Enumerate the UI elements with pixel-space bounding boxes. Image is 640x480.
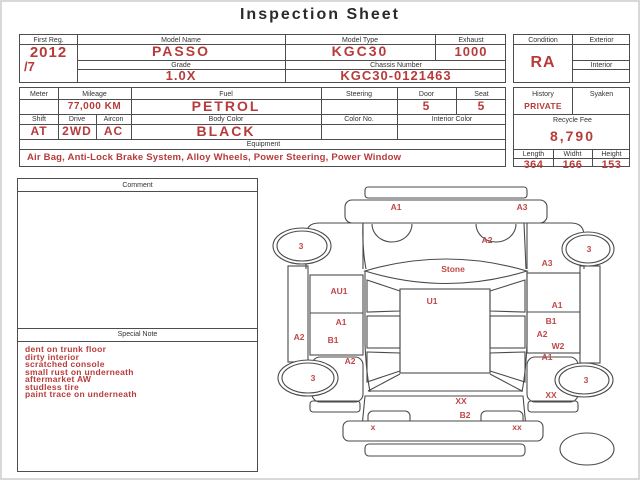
comment-box [17, 178, 258, 472]
damage-code-label: A3 [516, 202, 528, 212]
wheel-rear-left [278, 360, 338, 396]
recycle-fee-label: Recycle Fee [553, 117, 592, 124]
seat-value: 5 [477, 99, 486, 113]
damage-code-label: 3 [298, 241, 304, 251]
first-reg-year: 2012 [29, 44, 68, 61]
hood-arch-left [372, 224, 412, 242]
height-value: 153 [601, 159, 622, 171]
rear-lower-bar [365, 444, 525, 456]
damage-code-label: Stone [441, 264, 465, 274]
interior-label: Interior [590, 62, 613, 69]
rear-flare-left [310, 401, 360, 412]
grade-value: 1.0X [165, 68, 197, 83]
color-no-label: Color No. [344, 116, 374, 123]
damage-code-label: A1 [335, 317, 347, 327]
door-label: Door [418, 91, 435, 98]
damage-code-label: A1 [390, 202, 402, 212]
spec-table [19, 87, 506, 167]
exhaust-label: Exhaust [458, 37, 484, 44]
special-note-item: paint trace on underneath [25, 389, 137, 399]
damage-code-label: A2 [293, 332, 305, 342]
damage-code-label: B1 [327, 335, 339, 345]
grid-line [18, 191, 257, 192]
damage-code-label: A2 [481, 235, 493, 245]
damage-code-label: 3 [310, 373, 316, 383]
recycle-fee-value: 8,790 [549, 128, 596, 144]
damage-code-label: AU1 [330, 286, 348, 296]
damage-code-label: A1 [541, 352, 553, 362]
model-type-label: Model Type [341, 37, 379, 44]
condition-value: RA [530, 54, 556, 71]
damage-code-label: xx [512, 422, 522, 432]
damage-code-label: 3 [583, 375, 589, 385]
length-label: Length [522, 151, 545, 158]
rocker-right [580, 266, 600, 363]
damage-code-label: A3 [541, 258, 553, 268]
interior-color-label: Interior Color [431, 116, 473, 123]
damage-code-label: A2 [536, 329, 548, 339]
damage-code-label: B2 [459, 410, 471, 420]
window-left-mid [367, 316, 400, 348]
body-color-value: BLACK [196, 123, 256, 139]
registration-table [19, 34, 506, 83]
exterior-label: Exterior [589, 37, 614, 44]
steering-label: Steering [345, 91, 373, 98]
rear-flare-right [528, 401, 578, 412]
fuel-label: Fuel [219, 91, 233, 98]
special-notes-list [25, 346, 253, 399]
front-grille-bar [365, 187, 527, 198]
special-note-item: dirty interior [25, 351, 80, 362]
window-left-rear [367, 352, 400, 382]
damage-code-label: B1 [545, 316, 557, 326]
damage-code-label: XX [545, 390, 557, 400]
history-value: PRIVATE [524, 101, 562, 111]
damage-code-label: XX [455, 396, 467, 406]
chassis-number-label: Chassis Number [370, 62, 422, 69]
equipment-value: Air Bag, Anti-Lock Brake System, Alloy Wheels, Power Steering, Power Window [27, 152, 402, 163]
condition-box [513, 34, 630, 83]
window-right-rear [490, 352, 525, 382]
damage-code-label: 3 [586, 244, 592, 254]
special-note-item: scratched console [25, 359, 105, 369]
exhaust-value: 1000 [454, 44, 488, 59]
car-diagram-svg [268, 180, 636, 480]
seat-label: Seat [474, 91, 489, 98]
shift-label: Shift [31, 116, 46, 123]
drive-label: Drive [68, 116, 86, 123]
damage-labels [294, 202, 592, 432]
first-reg-month: /7 [24, 59, 35, 74]
shift-value: AT [30, 124, 48, 138]
fuel-value: PETROL [191, 98, 261, 114]
model-name-value: PASSO [152, 43, 210, 59]
hood-side-right [524, 223, 526, 269]
damage-code-label: x [370, 422, 376, 432]
grade-label: Grade [171, 62, 191, 69]
history-label: History [532, 91, 554, 98]
special-note-item: small rust on underneath [25, 366, 134, 377]
history-box [513, 87, 630, 171]
grid-line [18, 341, 257, 342]
width-value: 166 [562, 159, 583, 171]
window-right-mid [490, 316, 525, 348]
equipment-label: Equipment [246, 141, 281, 148]
model-type-value: KGC30 [331, 43, 389, 59]
length-value: 364 [523, 159, 544, 171]
grid-line [514, 114, 629, 115]
body-color-label: Body Color [208, 116, 244, 123]
damage-code-label: U1 [426, 296, 438, 306]
meter-label: Meter [30, 91, 48, 98]
spare-tire [560, 433, 614, 465]
mileage-value: 77,000 KM [67, 101, 122, 112]
special-note-item: studless tire [25, 381, 79, 392]
window-left-front [367, 280, 400, 312]
rear-window [368, 374, 522, 391]
syaken-label: Syaken [589, 91, 614, 98]
chassis-number-value: KGC30-0121463 [340, 68, 452, 83]
height-label: Height [601, 151, 622, 158]
damage-code-label: W2 [551, 341, 565, 351]
model-name-label: Model Name [161, 37, 201, 44]
special-note-item: dent on trunk floor [25, 344, 107, 354]
grid-line [18, 328, 257, 329]
mileage-label: Mileage [82, 91, 107, 98]
width-label: Widht [563, 151, 582, 158]
condition-label: Condition [528, 37, 558, 44]
special-note-item: aftermarket AW [25, 374, 92, 384]
rocker-left [288, 266, 308, 362]
damage-code-label: A2 [344, 356, 356, 366]
first-reg-label: First Reg. [33, 37, 64, 44]
window-right-front [490, 280, 525, 312]
door-value: 5 [422, 99, 431, 113]
aircon-value: AC [103, 124, 124, 138]
roof [400, 289, 490, 373]
damage-code-label: A1 [551, 300, 563, 310]
drive-value: 2WD [62, 124, 92, 138]
comment-header: Comment [122, 182, 153, 189]
aircon-label: Aircon [103, 116, 124, 123]
page-title: Inspection Sheet [239, 6, 401, 23]
special-note-header: Special Note [117, 331, 158, 338]
